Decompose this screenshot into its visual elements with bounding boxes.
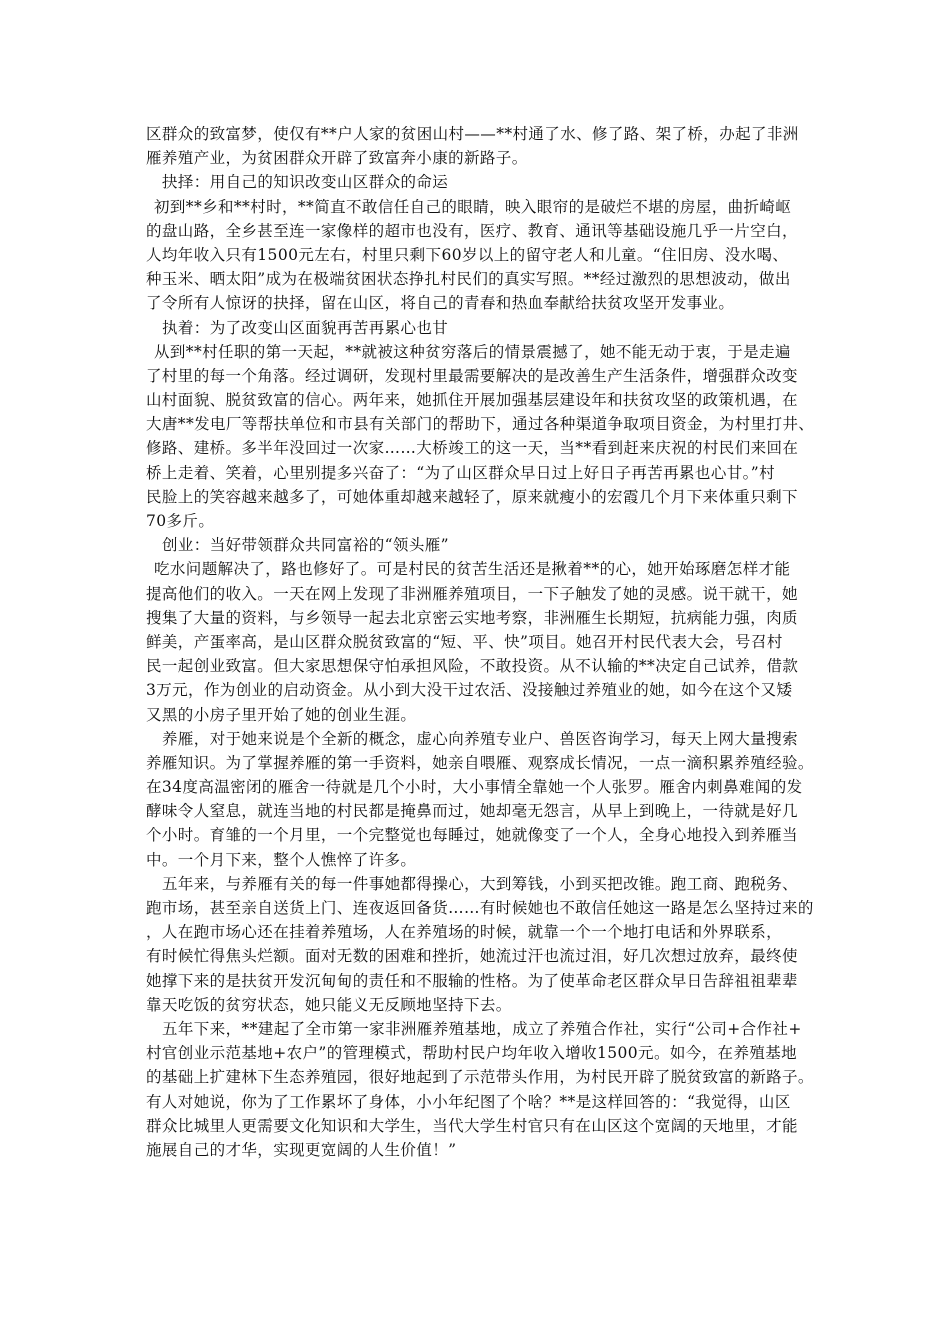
text-line: 的基础上扩建林下生态养殖园，很好地起到了示范带头作用，为村民开辟了脱贫致富的新路子。 — [146, 1068, 814, 1087]
text-line: 执着：为了改变山区面貌再苦再累心也甘 — [162, 318, 449, 337]
text-line: 有人对她说，你为了工作累坏了身体，小小年纪图了个啥？**是这样回答的：“我觉得，山区 — [146, 1092, 791, 1111]
text-line: 桥上走着、笑着，心里别提多兴奋了：“为了山区群众早日过上好日子再苦再累也心甘。”村 — [146, 463, 776, 482]
text-line: 靠天吃饭的贫穷状态，她只能义无反顾地坚持下去。 — [146, 995, 512, 1014]
text-line: 施展自己的才华，实现更宽阔的人生价值！” — [146, 1140, 457, 1159]
text-line: 山村面貌、脱贫致富的信心。两年来，她抓住开展加强基层建设年和扶贫攻坚的政策机遇，在 — [146, 391, 798, 410]
text-line: 的盘山路，全乡甚至连一家像样的超市也没有，医疗、教育、通讯等基础设施几乎一片空白， — [146, 221, 798, 240]
text-line: 人均年收入只有1500元左右，村里只剩下60岁以上的留守老人和儿童。“住旧房、没水喝、 — [146, 245, 789, 264]
text-line: 养雁，对于她来说是个全新的概念，虚心向养殖专业户、兽医咨询学习，每天上网大量搜索 — [162, 729, 799, 748]
text-line: 雁养殖产业，为贫困群众开辟了致富奔小康的新路子。 — [146, 149, 528, 168]
text-line: 又黑的小房子里开始了她的创业生涯。 — [146, 705, 417, 724]
text-line: 3万元，作为创业的启动资金。从小到大没干过农活、没接触过养殖业的她，如今在这个又矮 — [146, 681, 793, 700]
text-line: 五年下来，**建起了全市第一家非洲雁养殖基地，成立了养殖合作社，实行“公司+合作社+ — [162, 1019, 802, 1038]
text-line: 她撑下来的是扶贫开发沉甸甸的责任和不服输的性格。为了使革命老区群众早日告辞祖祖辈辈 — [146, 971, 798, 990]
text-line: 在34度高温密闭的雁舍一待就是几个小时，大小事情全靠她一个人张罗。雁舍内刺鼻难闻的发 — [146, 778, 803, 797]
text-line: 区群众的致富梦，使仅有**户人家的贫困山村——**村通了水、修了路、架了桥，办起了非洲 — [146, 125, 799, 143]
text-line: 从到**村任职的第一天起，**就被这种贫穷落后的情景震撼了，她不能无动于衷，于是走遍 — [154, 342, 791, 361]
text-line: 个小时。育雏的一个月里，一个完整觉也每睡过，她就像变了一个人，全身心地投入到养雁当 — [146, 826, 798, 845]
text-line: 酵味令人窒息，就连当地的村民都是掩鼻而过，她却毫无怨言，从早上到晚上，一待就是好几 — [146, 802, 798, 821]
text-line: 群众比城里人更需要文化知识和大学生，当代大学生村官只有在山区这个宽阔的天地里，才能 — [146, 1116, 798, 1135]
text-line: 提高他们的收入。一天在网上发现了非洲雁养殖项目，一下子触发了她的灵感。说干就干，她 — [146, 584, 798, 603]
text-line: 初到**乡和**村时，**简直不敢信任自己的眼睛，映入眼帘的是破烂不堪的房屋，曲折崎岖 — [154, 197, 792, 216]
text-line: 修路、建桥。多半年没回过一次家……大桥竣工的这一天，当**看到赶来庆祝的村民们来回在 — [146, 439, 799, 458]
text-line: 鲜美，产蛋率高，是山区群众脱贫致富的“短、平、快”项目。她召开村民代表大会，号召村 — [146, 632, 783, 651]
text-line: 养雁知识。为了掌握养雁的第一手资料，她亲自喂雁、观察成长情况，一点一滴积累养殖经验。 — [146, 753, 814, 772]
text-line: 民一起创业致富。但大家思想保守怕承担风险，不敢投资。从不认输的**决定自己试养，借款 — [146, 657, 799, 676]
text-line: 跑市场，甚至亲自送货上门、连夜返回备货……有时候她也不敢信任她这一路是怎么坚持过来的 — [146, 899, 814, 917]
text-line: 抉择：用自己的知识改变山区群众的命运 — [162, 173, 449, 192]
text-line: 吃水问题解决了，路也修好了。可是村民的贫苦生活还是揪着**的心，她开始琢磨怎样才能 — [154, 560, 791, 579]
text-line: 村官创业示范基地+农户”的管理模式，帮助村民户均年收入增收1500元。如今，在养殖基地 — [146, 1044, 798, 1063]
text-line: 民脸上的笑容越来越多了，可她体重却越来越轻了，原来就瘦小的宏霞几个月下来体重只剩下 — [146, 487, 798, 506]
text-line: 有时候忙得焦头烂额。面对无数的困难和挫折，她流过汗也流过泪，好几次想过放弃，最终使 — [146, 947, 798, 966]
text-line: 了村里的每一个角落。经过调研，发现村里最需要解决的是改善生产生活条件，增强群众改变 — [146, 366, 798, 385]
text-line: 了令所有人惊讶的抉择，留在山区，将自己的青春和热血奉献给扶贫攻坚开发事业。 — [146, 294, 735, 313]
text-line: 大唐**发电厂等帮扶单位和市县有关部门的帮助下，通过各种渠道争取项目资金，为村里打井、 — [146, 415, 815, 434]
document-page — [146, 122, 818, 1162]
text-line: 70多斤。 — [146, 512, 215, 530]
text-line: 中。一个月下来，整个人憔悴了许多。 — [146, 850, 417, 869]
text-line: 创业：当好带领群众共同富裕的“领头雁” — [162, 536, 449, 555]
text-line: 五年来，与养雁有关的每一件事她都得操心，大到筹钱，小到买把改锥。跑工商、跑税务、 — [162, 874, 799, 893]
text-line: 种玉米、晒太阳”成为在极端贫困状态挣扎村民们的真实写照。**经过激烈的思想波动，做出 — [146, 270, 791, 289]
text-line: ，人在跑市场心还在挂着养殖场，人在养殖场的时候，就靠一个一个地打电话和外界联系， — [146, 923, 783, 942]
text-line: 搜集了大量的资料，与乡领导一起去北京密云实地考察，非洲雁生长期短，抗病能力强，肉质 — [146, 608, 798, 627]
